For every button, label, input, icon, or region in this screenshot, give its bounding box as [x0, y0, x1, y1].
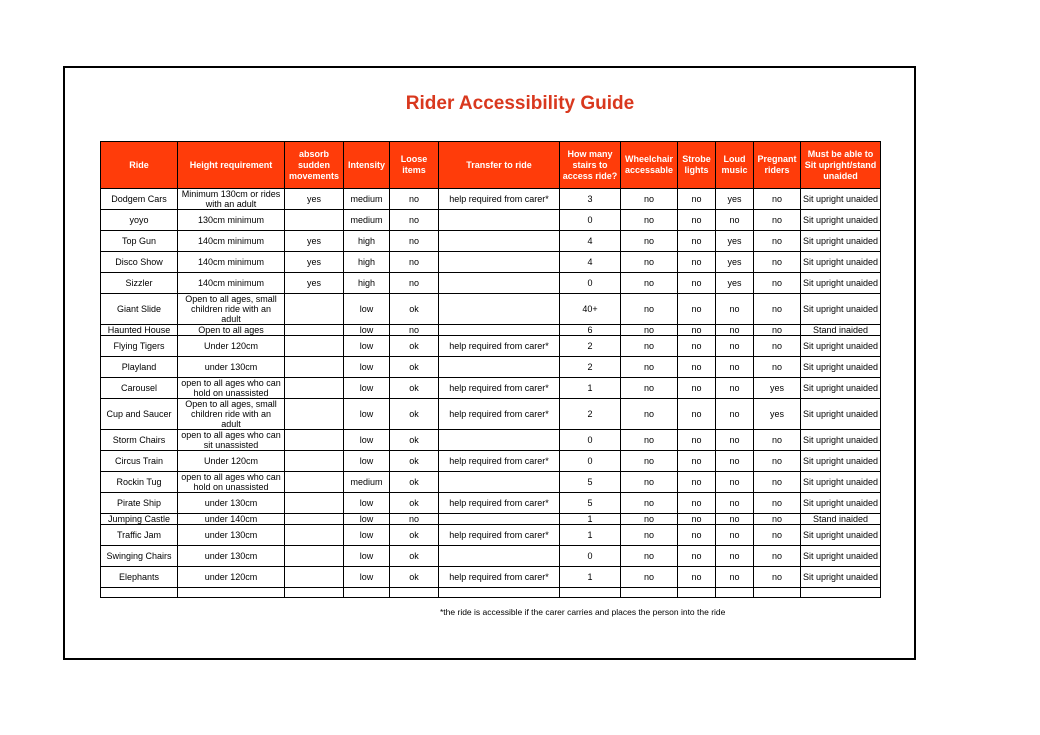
strobe-lights: no [678, 378, 716, 399]
absorb-movements [285, 399, 344, 430]
pregnant-riders: no [754, 325, 801, 336]
pregnant-riders: no [754, 525, 801, 546]
transfer: help required from carer* [439, 493, 560, 514]
pregnant-riders: no [754, 472, 801, 493]
ride-name: Sizzler [101, 273, 178, 294]
strobe-lights: no [678, 273, 716, 294]
empty-cell [101, 588, 178, 598]
header-pregnant: Pregnant riders [754, 142, 801, 189]
intensity: low [344, 567, 390, 588]
loose-items: no [390, 325, 439, 336]
stairs: 1 [560, 567, 621, 588]
ride-name: Top Gun [101, 231, 178, 252]
upright-requirement: Sit upright unaided [801, 189, 881, 210]
table-row [101, 210, 881, 231]
wheelchair: no [621, 567, 678, 588]
intensity: low [344, 399, 390, 430]
loud-music: no [716, 357, 754, 378]
upright-requirement: Sit upright unaided [801, 294, 881, 325]
transfer [439, 294, 560, 325]
transfer [439, 514, 560, 525]
loose-items: ok [390, 546, 439, 567]
loud-music: no [716, 567, 754, 588]
height-requirement: Minimum 130cm or rides with an adult [178, 189, 285, 210]
ride-name: Cup and Saucer [101, 399, 178, 430]
upright-requirement: Sit upright unaided [801, 378, 881, 399]
transfer [439, 472, 560, 493]
ride-name: Jumping Castle [101, 514, 178, 525]
empty-cell [439, 588, 560, 598]
height-requirement: 140cm minimum [178, 273, 285, 294]
ride-name: Carousel [101, 378, 178, 399]
absorb-movements: yes [285, 231, 344, 252]
wheelchair: no [621, 399, 678, 430]
empty-cell [285, 588, 344, 598]
absorb-movements [285, 525, 344, 546]
table-row [101, 451, 881, 472]
wheelchair: no [621, 546, 678, 567]
ride-name: yoyo [101, 210, 178, 231]
absorb-movements [285, 430, 344, 451]
height-requirement: Under 120cm [178, 336, 285, 357]
pregnant-riders: no [754, 546, 801, 567]
loud-music: no [716, 336, 754, 357]
header-strobe: Strobe lights [678, 142, 716, 189]
upright-requirement: Sit upright unaided [801, 451, 881, 472]
loud-music: yes [716, 273, 754, 294]
pregnant-riders: no [754, 294, 801, 325]
absorb-movements [285, 294, 344, 325]
stairs: 0 [560, 430, 621, 451]
table-row [101, 294, 881, 325]
strobe-lights: no [678, 472, 716, 493]
intensity: high [344, 252, 390, 273]
wheelchair: no [621, 472, 678, 493]
pregnant-riders: no [754, 231, 801, 252]
pregnant-riders: no [754, 514, 801, 525]
stairs: 1 [560, 514, 621, 525]
stairs: 2 [560, 357, 621, 378]
upright-requirement: Sit upright unaided [801, 525, 881, 546]
stairs: 4 [560, 231, 621, 252]
loose-items: ok [390, 567, 439, 588]
stairs: 6 [560, 325, 621, 336]
absorb-movements [285, 325, 344, 336]
absorb-movements [285, 567, 344, 588]
height-requirement: open to all ages who can sit unassisted [178, 430, 285, 451]
empty-cell [621, 588, 678, 598]
pregnant-riders: no [754, 336, 801, 357]
table-row [101, 399, 881, 430]
strobe-lights: no [678, 451, 716, 472]
ride-name: Circus Train [101, 451, 178, 472]
upright-requirement: Sit upright unaided [801, 546, 881, 567]
footnote: *the ride is accessible if the carer carries and places the person into the ride [440, 607, 726, 617]
ride-name: Rockin Tug [101, 472, 178, 493]
intensity: low [344, 451, 390, 472]
intensity: low [344, 378, 390, 399]
loud-music: yes [716, 189, 754, 210]
absorb-movements [285, 514, 344, 525]
stairs: 1 [560, 525, 621, 546]
loud-music: no [716, 525, 754, 546]
ride-name: Storm Chairs [101, 430, 178, 451]
table-row [101, 325, 881, 336]
empty-cell [678, 588, 716, 598]
wheelchair: no [621, 514, 678, 525]
wheelchair: no [621, 357, 678, 378]
transfer: help required from carer* [439, 399, 560, 430]
wheelchair: no [621, 273, 678, 294]
loose-items: ok [390, 525, 439, 546]
header-intensity: Intensity [344, 142, 390, 189]
loose-items: ok [390, 430, 439, 451]
ride-name: Traffic Jam [101, 525, 178, 546]
table-row [101, 252, 881, 273]
intensity: medium [344, 210, 390, 231]
ride-name: Pirate Ship [101, 493, 178, 514]
stairs: 3 [560, 189, 621, 210]
intensity: low [344, 514, 390, 525]
height-requirement: open to all ages who can hold on unassisted [178, 378, 285, 399]
upright-requirement: Sit upright unaided [801, 430, 881, 451]
upright-requirement: Stand inaided [801, 325, 881, 336]
loud-music: no [716, 325, 754, 336]
wheelchair: no [621, 231, 678, 252]
wheelchair: no [621, 493, 678, 514]
table-header-row [101, 142, 881, 189]
strobe-lights: no [678, 294, 716, 325]
absorb-movements: yes [285, 273, 344, 294]
intensity: high [344, 273, 390, 294]
ride-name: Playland [101, 357, 178, 378]
empty-cell [390, 588, 439, 598]
loose-items: ok [390, 399, 439, 430]
absorb-movements: yes [285, 189, 344, 210]
loud-music: yes [716, 252, 754, 273]
height-requirement: 130cm minimum [178, 210, 285, 231]
upright-requirement: Sit upright unaided [801, 336, 881, 357]
ride-name: Swinging Chairs [101, 546, 178, 567]
ride-name: Dodgem Cars [101, 189, 178, 210]
empty-cell [178, 588, 285, 598]
strobe-lights: no [678, 231, 716, 252]
absorb-movements [285, 336, 344, 357]
loose-items: no [390, 231, 439, 252]
loose-items: no [390, 514, 439, 525]
table-row [101, 430, 881, 451]
wheelchair: no [621, 451, 678, 472]
intensity: low [344, 357, 390, 378]
intensity: low [344, 325, 390, 336]
transfer [439, 430, 560, 451]
header-absorb: absorb sudden movements [285, 142, 344, 189]
intensity: high [344, 231, 390, 252]
strobe-lights: no [678, 399, 716, 430]
absorb-movements: yes [285, 252, 344, 273]
transfer [439, 252, 560, 273]
header-height: Height requirement [178, 142, 285, 189]
height-requirement: Under 120cm [178, 451, 285, 472]
ride-name: Disco Show [101, 252, 178, 273]
loud-music: no [716, 378, 754, 399]
strobe-lights: no [678, 514, 716, 525]
page-title: Rider Accessibility Guide [405, 93, 635, 114]
intensity: low [344, 430, 390, 451]
loose-items: ok [390, 451, 439, 472]
strobe-lights: no [678, 336, 716, 357]
stairs: 0 [560, 546, 621, 567]
stairs: 0 [560, 273, 621, 294]
pregnant-riders: no [754, 189, 801, 210]
intensity: low [344, 546, 390, 567]
stairs: 1 [560, 378, 621, 399]
loose-items: no [390, 189, 439, 210]
strobe-lights: no [678, 325, 716, 336]
loose-items: ok [390, 336, 439, 357]
upright-requirement: Sit upright unaided [801, 472, 881, 493]
transfer: help required from carer* [439, 525, 560, 546]
pregnant-riders: no [754, 273, 801, 294]
intensity: low [344, 525, 390, 546]
absorb-movements [285, 210, 344, 231]
wheelchair: no [621, 430, 678, 451]
table-row [101, 378, 881, 399]
height-requirement: open to all ages who can hold on unassisted [178, 472, 285, 493]
table-row [101, 189, 881, 210]
transfer: help required from carer* [439, 378, 560, 399]
height-requirement: Open to all ages [178, 325, 285, 336]
loose-items: no [390, 210, 439, 231]
wheelchair: no [621, 210, 678, 231]
intensity: low [344, 336, 390, 357]
header-stairs: How many stairs to access ride? [560, 142, 621, 189]
loose-items: no [390, 252, 439, 273]
strobe-lights: no [678, 210, 716, 231]
table-row [101, 273, 881, 294]
table-row [101, 514, 881, 525]
loud-music: no [716, 210, 754, 231]
strobe-lights: no [678, 189, 716, 210]
upright-requirement: Sit upright unaided [801, 399, 881, 430]
loud-music: no [716, 451, 754, 472]
loose-items: ok [390, 357, 439, 378]
transfer [439, 273, 560, 294]
table-row [101, 472, 881, 493]
upright-requirement: Sit upright unaided [801, 357, 881, 378]
loud-music: no [716, 514, 754, 525]
loud-music: no [716, 399, 754, 430]
table-row [101, 567, 881, 588]
height-requirement: under 120cm [178, 567, 285, 588]
intensity: low [344, 493, 390, 514]
height-requirement: 140cm minimum [178, 252, 285, 273]
table-row [101, 525, 881, 546]
height-requirement: under 130cm [178, 493, 285, 514]
pregnant-riders: no [754, 451, 801, 472]
height-requirement: under 130cm [178, 546, 285, 567]
loud-music: no [716, 294, 754, 325]
upright-requirement: Sit upright unaided [801, 567, 881, 588]
header-transfer: Transfer to ride [439, 142, 560, 189]
table-row [101, 546, 881, 567]
wheelchair: no [621, 189, 678, 210]
ride-name: Flying Tigers [101, 336, 178, 357]
absorb-movements [285, 546, 344, 567]
loud-music: no [716, 472, 754, 493]
pregnant-riders: no [754, 430, 801, 451]
empty-cell [801, 588, 881, 598]
empty-cell [716, 588, 754, 598]
empty-cell [560, 588, 621, 598]
stairs: 0 [560, 210, 621, 231]
strobe-lights: no [678, 357, 716, 378]
header-wheelchair: Wheelchair accessable [621, 142, 678, 189]
pregnant-riders: no [754, 252, 801, 273]
ride-name: Giant Slide [101, 294, 178, 325]
stairs: 5 [560, 493, 621, 514]
absorb-movements [285, 357, 344, 378]
loose-items: ok [390, 472, 439, 493]
header-music: Loud music [716, 142, 754, 189]
transfer [439, 210, 560, 231]
stairs: 2 [560, 336, 621, 357]
stairs: 40+ [560, 294, 621, 325]
loud-music: yes [716, 231, 754, 252]
empty-row [101, 588, 881, 598]
strobe-lights: no [678, 252, 716, 273]
strobe-lights: no [678, 430, 716, 451]
loose-items: ok [390, 378, 439, 399]
absorb-movements [285, 493, 344, 514]
upright-requirement: Sit upright unaided [801, 252, 881, 273]
empty-cell [754, 588, 801, 598]
header-ride: Ride [101, 142, 178, 189]
header-upright: Must be able to Sit upright/stand unaided [801, 142, 881, 189]
loud-music: no [716, 493, 754, 514]
header-loose-items: Loose items [390, 142, 439, 189]
intensity: medium [344, 189, 390, 210]
upright-requirement: Sit upright unaided [801, 273, 881, 294]
transfer: help required from carer* [439, 189, 560, 210]
absorb-movements [285, 378, 344, 399]
loose-items: no [390, 273, 439, 294]
transfer: help required from carer* [439, 567, 560, 588]
absorb-movements [285, 472, 344, 493]
table-row [101, 231, 881, 252]
ride-name: Haunted House [101, 325, 178, 336]
upright-requirement: Sit upright unaided [801, 493, 881, 514]
accessibility-table [100, 141, 881, 598]
empty-cell [344, 588, 390, 598]
stairs: 5 [560, 472, 621, 493]
ride-name: Elephants [101, 567, 178, 588]
strobe-lights: no [678, 546, 716, 567]
transfer: help required from carer* [439, 451, 560, 472]
transfer [439, 546, 560, 567]
wheelchair: no [621, 378, 678, 399]
height-requirement: under 130cm [178, 525, 285, 546]
stairs: 4 [560, 252, 621, 273]
strobe-lights: no [678, 525, 716, 546]
transfer [439, 231, 560, 252]
intensity: medium [344, 472, 390, 493]
stairs: 0 [560, 451, 621, 472]
pregnant-riders: no [754, 210, 801, 231]
pregnant-riders: no [754, 493, 801, 514]
upright-requirement: Stand inaided [801, 514, 881, 525]
transfer [439, 357, 560, 378]
absorb-movements [285, 451, 344, 472]
height-requirement: 140cm minimum [178, 231, 285, 252]
loose-items: ok [390, 294, 439, 325]
upright-requirement: Sit upright unaided [801, 210, 881, 231]
transfer: help required from carer* [439, 336, 560, 357]
height-requirement: Open to all ages, small children ride with an adult [178, 294, 285, 325]
wheelchair: no [621, 294, 678, 325]
wheelchair: no [621, 325, 678, 336]
strobe-lights: no [678, 567, 716, 588]
height-requirement: Open to all ages, small children ride with an adult [178, 399, 285, 430]
wheelchair: no [621, 252, 678, 273]
loud-music: no [716, 430, 754, 451]
pregnant-riders: no [754, 567, 801, 588]
transfer [439, 325, 560, 336]
strobe-lights: no [678, 493, 716, 514]
height-requirement: under 130cm [178, 357, 285, 378]
pregnant-riders: yes [754, 378, 801, 399]
table-row [101, 493, 881, 514]
wheelchair: no [621, 336, 678, 357]
upright-requirement: Sit upright unaided [801, 231, 881, 252]
height-requirement: under 140cm [178, 514, 285, 525]
loud-music: no [716, 546, 754, 567]
loose-items: ok [390, 493, 439, 514]
pregnant-riders: yes [754, 399, 801, 430]
table-row [101, 357, 881, 378]
intensity: low [344, 294, 390, 325]
wheelchair: no [621, 525, 678, 546]
pregnant-riders: no [754, 357, 801, 378]
stairs: 2 [560, 399, 621, 430]
table-row [101, 336, 881, 357]
